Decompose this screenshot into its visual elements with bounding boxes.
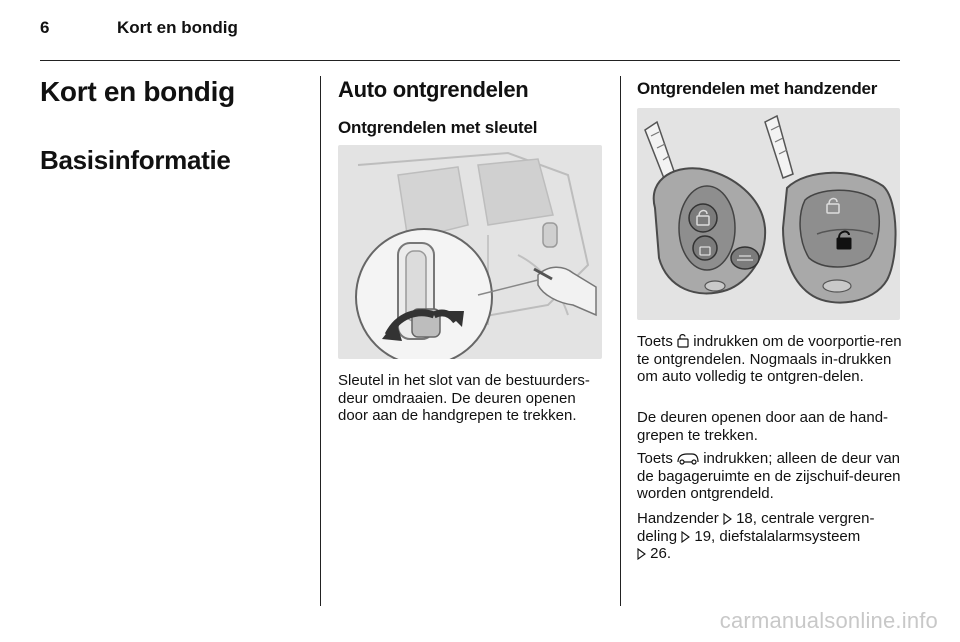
page-number: 6 bbox=[40, 18, 50, 37]
column-divider-right bbox=[620, 76, 621, 606]
padlock-open-icon bbox=[677, 333, 689, 348]
text-fragment: 18, centrale vergren-deling bbox=[637, 510, 875, 545]
page-reference-arrow-icon bbox=[723, 513, 732, 525]
text-fragment: 26. bbox=[646, 545, 672, 562]
key-unlock-illustration bbox=[338, 145, 602, 359]
text-fragment: Toets bbox=[637, 450, 678, 467]
column-divider-left bbox=[320, 76, 321, 606]
page-reference-arrow-icon bbox=[637, 548, 646, 560]
section-heading-unlock: Auto ontgrendelen bbox=[338, 77, 529, 102]
text-fragment: indrukken; alleen de deur van de bagageruimte en de zijschuif-deuren worden ontgrendeld. bbox=[637, 450, 901, 502]
text-fragment: Handzender bbox=[637, 510, 723, 527]
remote-unlock-text-3 bbox=[637, 450, 905, 503]
remote-key-fobs-illustration bbox=[637, 108, 900, 320]
text-fragment: Toets bbox=[637, 333, 678, 350]
section-title: Basisinformatie bbox=[40, 145, 231, 175]
watermark: carmanualsonline.info bbox=[719, 608, 938, 633]
subheading-remote-unlock: Ontgrendelen met handzender bbox=[637, 79, 878, 98]
text-fragment: 19, diefstalalarmsysteem bbox=[690, 527, 861, 545]
running-title: Kort en bondig bbox=[117, 18, 238, 37]
van-rear-icon bbox=[677, 452, 699, 465]
chapter-title: Kort en bondig bbox=[40, 76, 235, 107]
remote-unlock-text-4 bbox=[637, 510, 905, 563]
header-rule bbox=[40, 60, 900, 61]
page-reference-arrow-icon bbox=[681, 531, 690, 543]
subheading-key-unlock: Ontgrendelen met sleutel bbox=[338, 118, 538, 137]
remote-unlock-text-2: De deuren openen door aan de hand-grepen te trekken. bbox=[637, 409, 889, 444]
remote-unlock-text-1 bbox=[637, 333, 905, 386]
text-fragment: indrukken om de voorportie-ren te ontgrendelen. Nogmaals in-drukken om auto volledig te ontgren-delen. bbox=[637, 333, 902, 385]
key-unlock-text: Sleutel in het slot van de bestuurders-deur omdraaien. De deuren openen door aan de handgrepen te trekken. bbox=[338, 372, 590, 424]
